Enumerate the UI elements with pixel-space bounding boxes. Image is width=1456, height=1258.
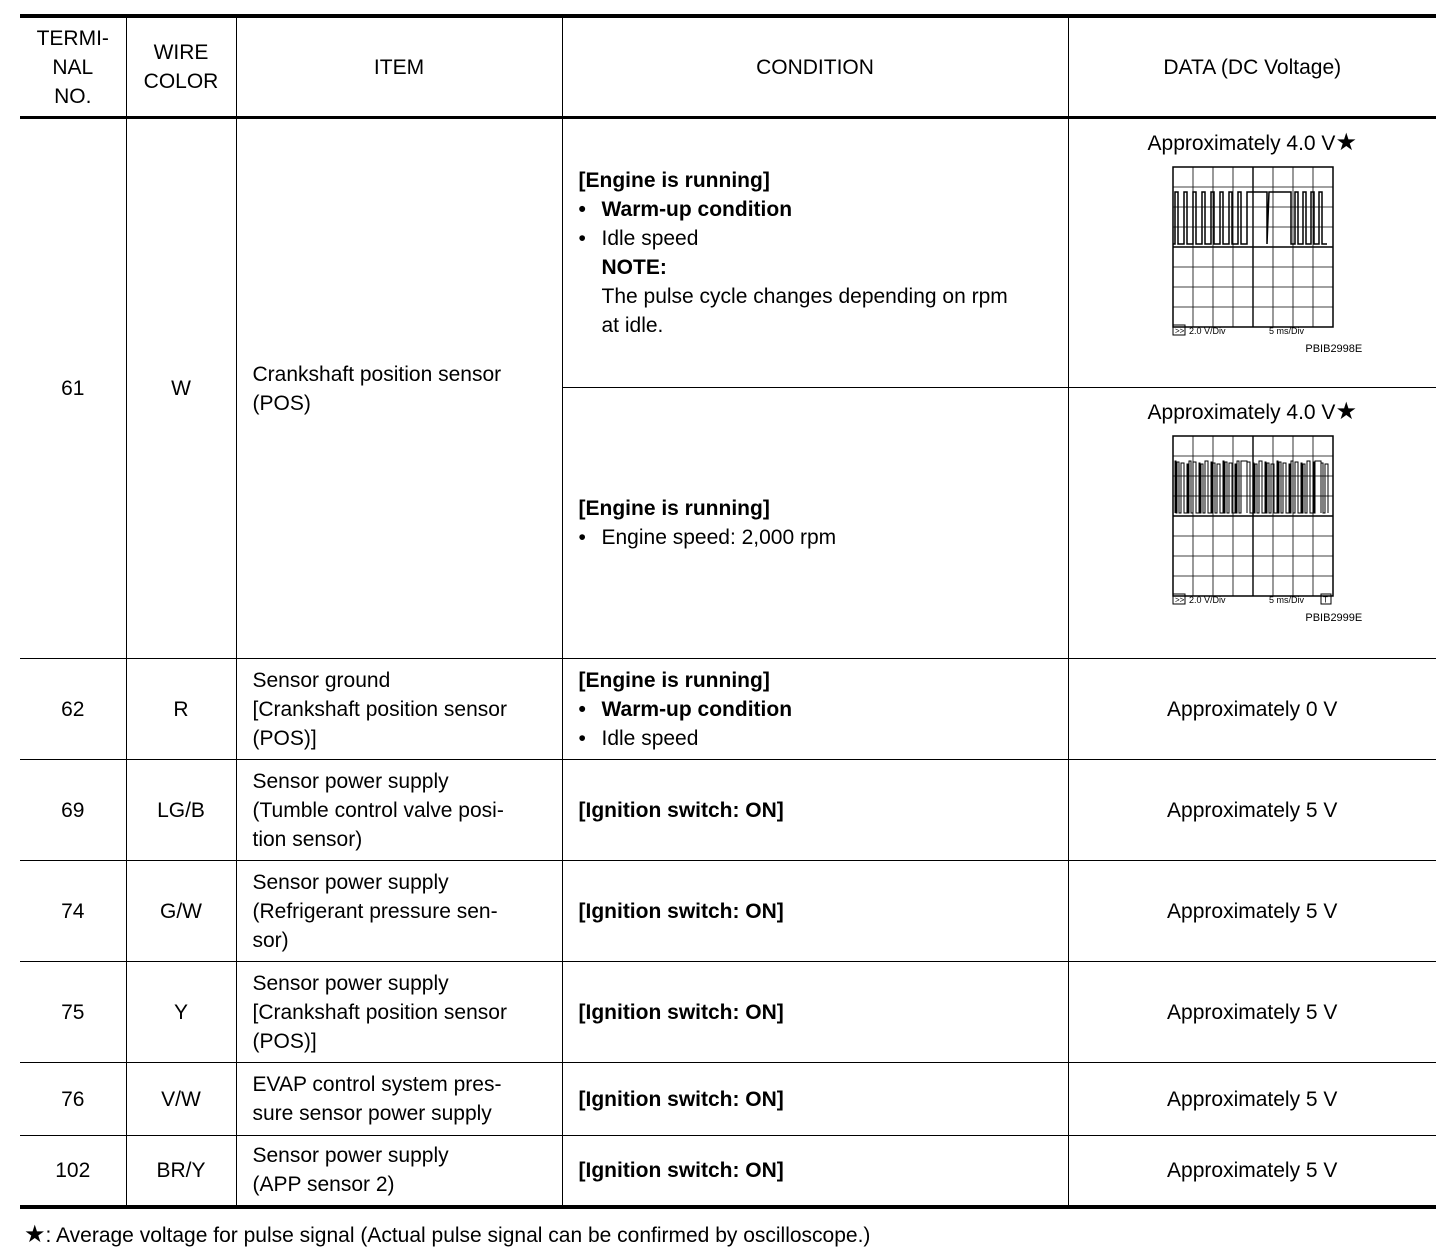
star-icon: ★ xyxy=(1335,129,1357,156)
header-terminal: TERMI- NAL NO. xyxy=(20,16,126,118)
data-cell xyxy=(1068,388,1436,659)
table-row xyxy=(20,1063,1436,1136)
item-cell: Sensor ground [Crankshaft position sensor (POS)] xyxy=(236,659,562,760)
oscilloscope-waveform xyxy=(1142,433,1362,633)
condition-bullet: • Warm-up condition xyxy=(579,695,1060,724)
data-value: Approximately 4.0 V★ xyxy=(1147,398,1357,425)
figure-code: PBIB2999E xyxy=(1305,612,1363,624)
condition-cell xyxy=(562,659,1068,760)
wire-color-cell: LG/B xyxy=(126,760,236,861)
wire-color-cell: V/W xyxy=(126,1063,236,1136)
wire-color-cell: G/W xyxy=(126,861,236,962)
table-row xyxy=(20,1136,1436,1207)
data-cell: Approximately 0 V xyxy=(1068,659,1436,760)
terminal-cell: 62 xyxy=(20,659,126,760)
item-cell: Sensor power supply (APP sensor 2) xyxy=(236,1136,562,1207)
star-icon: ★ xyxy=(1335,398,1357,425)
data-cell xyxy=(1068,118,1436,388)
terminal-cell: 76 xyxy=(20,1063,126,1136)
condition-cell: [Ignition switch: ON] xyxy=(562,1136,1068,1207)
wire-color-cell: R xyxy=(126,659,236,760)
condition-cell: [Ignition switch: ON] xyxy=(562,962,1068,1063)
footnote-text: : Average voltage for pulse signal (Actual pulse signal can be confirmed by oscilloscope.) xyxy=(45,1224,871,1247)
data-cell: Approximately 5 V xyxy=(1068,760,1436,861)
note-text: The pulse cycle changes depending on rpm at idle. xyxy=(601,285,1008,337)
scope-arrow-icon: >> xyxy=(1175,326,1185,336)
scope-grid xyxy=(1173,167,1333,327)
scope-volt-label: 2.0 V/Div xyxy=(1189,326,1226,336)
scope-arrow-icon: >> xyxy=(1175,595,1185,605)
figure-code: PBIB2998E xyxy=(1305,343,1363,355)
scope-time-label: 5 ms/Div xyxy=(1269,326,1305,336)
condition-bullet: • Warm-up condition xyxy=(579,195,1060,224)
item-cell: Crankshaft position sensor (POS) xyxy=(236,118,562,659)
oscilloscope-waveform xyxy=(1142,164,1362,364)
condition-header: [Engine is running] xyxy=(578,169,770,192)
table-row xyxy=(20,760,1436,861)
header-wire-color: WIRE COLOR xyxy=(126,16,236,118)
pulse-waveform xyxy=(1173,192,1327,244)
condition-cell: [Ignition switch: ON] xyxy=(562,861,1068,962)
terminal-cell: 61 xyxy=(20,118,126,659)
terminal-cell: 75 xyxy=(20,962,126,1063)
terminal-cell: 102 xyxy=(20,1136,126,1207)
terminal-data-table xyxy=(20,14,1436,1209)
table-row xyxy=(20,659,1436,760)
header-row xyxy=(20,16,1436,118)
pulse-waveform xyxy=(1175,461,1328,513)
data-value: Approximately 4.0 V★ xyxy=(1147,129,1357,156)
table-row xyxy=(20,962,1436,1063)
data-cell: Approximately 5 V xyxy=(1068,861,1436,962)
table-row xyxy=(20,861,1436,962)
condition-header: [Engine is running] xyxy=(578,497,770,520)
data-cell: Approximately 5 V xyxy=(1068,962,1436,1063)
item-cell: Sensor power supply (Tumble control valve posi- tion sensor) xyxy=(236,760,562,861)
terminal-cell: 74 xyxy=(20,861,126,962)
condition-cell xyxy=(562,388,1068,659)
condition-header: [Engine is running] xyxy=(578,668,770,692)
scope-grid xyxy=(1173,436,1333,596)
condition-cell: [Ignition switch: ON] xyxy=(562,760,1068,861)
condition-cell: [Ignition switch: ON] xyxy=(562,1063,1068,1136)
header-condition: CONDITION xyxy=(562,16,1068,118)
data-cell: Approximately 5 V xyxy=(1068,1136,1436,1207)
condition-bullet: • Idle speed xyxy=(579,224,1060,253)
header-item: ITEM xyxy=(236,16,562,118)
star-icon: ★ xyxy=(24,1221,46,1248)
data-cell: Approximately 5 V xyxy=(1068,1063,1436,1136)
wire-color-cell: Y xyxy=(126,962,236,1063)
note-label: NOTE: xyxy=(601,256,667,279)
footnote xyxy=(24,1220,870,1249)
condition-bullet: • Engine speed: 2,000 rpm xyxy=(579,523,1060,552)
wire-color-cell: W xyxy=(126,118,236,659)
scope-volt-label: 2.0 V/Div xyxy=(1189,595,1226,605)
wire-color-cell: BR/Y xyxy=(126,1136,236,1207)
condition-cell xyxy=(562,118,1068,388)
scope-trigger-mark: T xyxy=(1323,595,1329,605)
scope-time-label: 5 ms/Div xyxy=(1269,595,1305,605)
terminal-cell: 69 xyxy=(20,760,126,861)
condition-bullet: • Idle speed xyxy=(579,724,1060,753)
item-cell: EVAP control system pres- sure sensor power supply xyxy=(236,1063,562,1136)
item-cell: Sensor power supply [Crankshaft position sensor (POS)] xyxy=(236,962,562,1063)
header-data: DATA (DC Voltage) xyxy=(1068,16,1436,118)
item-cell: Sensor power supply (Refrigerant pressure sen- sor) xyxy=(236,861,562,962)
table-row xyxy=(20,118,1436,388)
